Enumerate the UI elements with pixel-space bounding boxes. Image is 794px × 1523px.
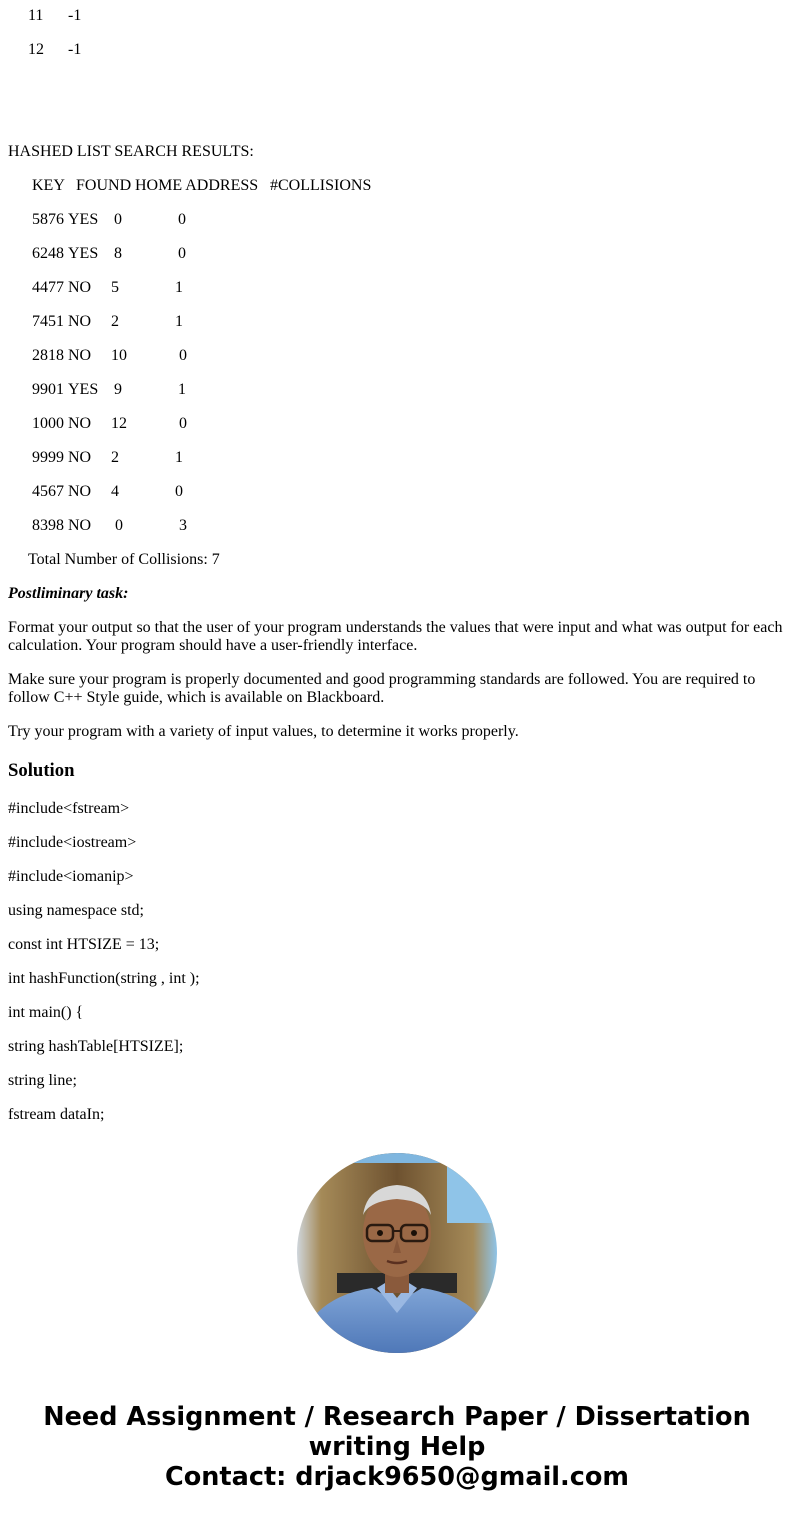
promo-line: Need Assignment / Research Paper / Dissertation [43,1402,751,1432]
result-key: 9901 [32,381,64,398]
header-home-address: HOME ADDRESS [135,177,259,194]
result-found: NO [68,279,92,296]
result-collisions: 3 [179,517,187,534]
code-line: #include<iomanip> [8,868,134,885]
result-found: NO [68,517,92,534]
header-collisions: #COLLISIONS [270,177,372,194]
code-line: const int HTSIZE = 13; [8,936,160,953]
result-found: YES [68,381,99,398]
result-key: 5876 [32,211,64,228]
result-home-address: 9 [114,381,122,398]
result-found: YES [68,211,99,228]
hash-index: 11 [28,7,44,24]
result-key: 4567 [32,483,64,500]
result-collisions: 1 [178,381,186,398]
hash-value: -1 [68,41,82,58]
code-line: #include<fstream> [8,800,130,817]
author-avatar [297,1153,497,1353]
hash-value: -1 [68,7,82,24]
result-key: 6248 [32,245,64,262]
result-home-address: 0 [114,211,122,228]
result-key: 4477 [32,279,64,296]
code-line: using namespace std; [8,902,144,919]
result-collisions: 0 [179,347,187,364]
result-found: NO [68,313,92,330]
result-key: 7451 [32,313,64,330]
header-found: FOUND [76,177,132,194]
header-key: KEY [32,177,65,194]
postliminary-paragraph: Try your program with a variety of input values, to determine it works properly. [8,723,519,740]
result-home-address: 12 [111,415,127,432]
search-results-title: HASHED LIST SEARCH RESULTS: [8,143,254,160]
result-collisions: 0 [178,211,186,228]
result-collisions: 1 [175,279,183,296]
result-found: NO [68,483,92,500]
result-found: NO [68,347,92,364]
result-home-address: 0 [115,517,123,534]
result-collisions: 0 [178,245,186,262]
result-collisions: 0 [179,415,187,432]
postliminary-paragraph: Make sure your program is properly documented and good programming standards are followed. You are required to follow C++ Style guide, which is available on Blackboard. [8,671,756,706]
result-collisions: 1 [175,449,183,466]
result-key: 1000 [32,415,64,432]
result-key: 8398 [32,517,64,534]
postliminary-paragraph: Format your output so that the user of your program understands the values that were input and what was output for each calculation. Your program should have a user-friendly interface. [8,619,783,654]
promo-contact: Contact: drjack9650@gmail.com [165,1462,629,1492]
code-line: string hashTable[HTSIZE]; [8,1038,184,1055]
author-photo [297,1153,497,1353]
hash-index: 12 [28,41,44,58]
result-collisions: 0 [175,483,183,500]
result-key: 2818 [32,347,64,364]
promo-line: writing Help [308,1432,486,1462]
result-home-address: 5 [111,279,119,296]
result-home-address: 2 [111,313,119,330]
result-key: 9999 [32,449,64,466]
result-home-address: 8 [114,245,122,262]
code-line: fstream dataIn; [8,1106,105,1123]
code-line: string line; [8,1072,77,1089]
code-line: int main() { [8,1004,84,1021]
total-collisions: Total Number of Collisions: 7 [28,551,220,568]
code-line: #include<iostream> [8,834,137,851]
solution-heading: Solution [8,760,75,781]
result-found: NO [68,415,92,432]
result-home-address: 4 [111,483,119,500]
result-found: NO [68,449,92,466]
promo-banner [0,1402,794,1492]
code-line: int hashFunction(string , int ); [8,970,200,987]
result-home-address: 10 [111,347,127,364]
result-found: YES [68,245,99,262]
postliminary-heading: Postliminary task: [8,585,129,602]
result-home-address: 2 [111,449,119,466]
result-collisions: 1 [175,313,183,330]
